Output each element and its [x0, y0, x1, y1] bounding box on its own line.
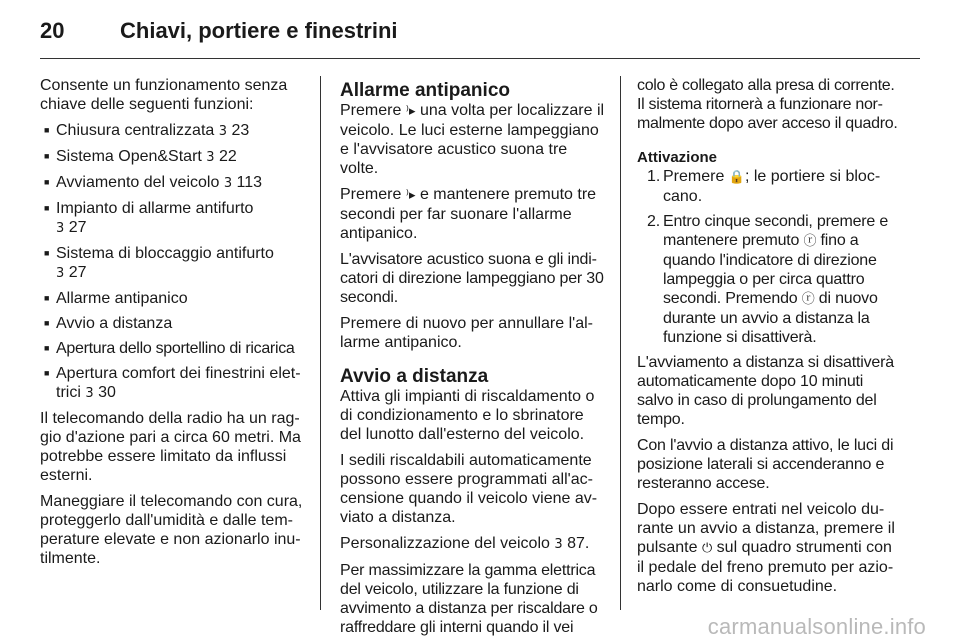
page-title: Chiavi, portiere e finestrini: [120, 18, 398, 43]
watermark: carmanualsonline.info: [707, 614, 926, 639]
ref-arrow-icon: 3: [218, 124, 228, 139]
list-item: ■ Sistema di bloccaggio antifurto 3 27: [40, 244, 306, 283]
ref-arrow-icon: 3: [56, 266, 65, 281]
ref-arrow-icon: 3: [56, 221, 65, 236]
list-item: ■ Sistema Open&Start 3 22: [40, 147, 306, 167]
list-item: ■ Allarme antipanico: [40, 289, 306, 308]
auto-off-paragraph: L'avviamento a distanza si disattiverà automaticamente dopo 10 minuti salvo in caso di prolungamento del tempo.: [637, 354, 894, 428]
remote-start-paragraph-2: I sedili riscaldabili automaticamente possono essere programmati all'accensione quando il veicolo viene avviato a distanza.: [340, 452, 598, 526]
function-list: [40, 121, 306, 403]
ref-arrow-icon: 3: [223, 176, 233, 191]
remote-start-paragraph-3: Personalizzazione del veicolo 3 87.: [340, 535, 590, 552]
list-item: 2. Entro cinque secondi, premere e mantenere premuto ⓡ fino a quando l'indicatore di direzione lampeggia o per circa quattro secondi. Premendo ⓡ di nuovo durante un avvio a distanza la funzione si disattiverà.: [647, 213, 889, 346]
ref-arrow-icon: 3: [85, 386, 94, 401]
list-item: ■ Chiusura centralizzata 3 23: [40, 121, 306, 141]
column-divider-left: [320, 76, 321, 610]
list-item: 1. Premere 🔒; le portiere si bloccano.: [647, 168, 881, 205]
remote-start-icon: ⓡ: [801, 292, 815, 307]
side-lights-paragraph: Con l'avvio a distanza attivo, le luci di posizione laterali si accenderanno e resteranno accese.: [637, 437, 894, 492]
list-item: ■ Apertura comfort dei finestrini elettrici 3 30: [40, 364, 306, 403]
activation-steps: [637, 167, 903, 347]
ref-arrow-icon: 3: [554, 537, 563, 552]
care-paragraph: Maneggiare il telecomando con cura, proteggerlo dall'umidità e dalle temperature elevate e non azionarlo inutilmente.: [40, 493, 303, 567]
intro-text: Consente un funzionamento senza chiave delle seguenti funzioni:: [40, 77, 288, 113]
column-1: [40, 76, 306, 575]
column-3: [637, 76, 903, 603]
panic-paragraph-4: Premere di nuovo per annullare l'allarme antipanico.: [340, 315, 593, 351]
column-2: [340, 76, 606, 644]
page-number: 20: [40, 18, 65, 43]
panic-paragraph-1: Premere ⁾▸ una volta per localizzare il veicolo. Le luci esterne lampeggiano e l'avvisatore acustico suona tre volte.: [340, 102, 605, 177]
heading-activation: Attivazione: [637, 149, 718, 166]
panic-button-icon: ⁾▸: [405, 104, 416, 119]
header-rule: [40, 58, 920, 59]
panic-paragraph-2: Premere ⁾▸ e mantenere premuto tre secondi per far suonare l'allarme antipanico.: [340, 186, 597, 242]
panic-paragraph-3: L'avvisatore acustico suona e gli indicatori di direzione lampeggiano per 30 secondi.: [340, 251, 604, 306]
heading-panic-alarm: Allarme antipanico: [340, 80, 510, 101]
list-item: ■ Avvio a distanza: [40, 314, 306, 333]
range-paragraph: Il telecomando della radio ha un raggio d'azione pari a circa 60 metri. Ma potrebbe essere limitato da influssi esterni.: [40, 410, 301, 484]
column-divider-right: [620, 76, 621, 610]
list-item: ■ Apertura dello sportellino di ricarica: [40, 339, 306, 358]
enter-vehicle-paragraph: Dopo essere entrati nel veicolo durante un avvio a distanza, premere il pulsante ⏻ sul quadro strumenti con il pedale del freno premuto per azionarlo come di consuetudine.: [637, 501, 895, 595]
list-item: ■ Avviamento del veicolo 3 113: [40, 173, 306, 193]
remote-start-paragraph-4: Per massimizzare la gamma elettrica del veicolo, utilizzare la funzione di avvimento a distanza per riscaldare o raffreddare gli interni quando il vei: [340, 562, 598, 636]
remote-start-icon: ⓡ: [803, 234, 817, 249]
lock-icon: 🔒: [728, 170, 745, 185]
remote-start-paragraph-1: Attiva gli impianti di riscaldamento o di condizionamento e lo sbrinatore del lunotto dall'esterno del veicolo.: [340, 388, 595, 443]
heading-remote-start: Avvio a distanza: [340, 366, 489, 387]
panic-button-icon: ⁾▸: [405, 188, 416, 203]
list-item: ■ Impianto di allarme antifurto 3 27: [40, 199, 306, 238]
continuation-paragraph: colo è collegato alla presa di corrente. Il sistema ritornerà a funzionare normalmente dopo aver acceso il quadro.: [637, 77, 898, 132]
power-button-icon: ⏻: [701, 541, 713, 556]
ref-arrow-icon: 3: [206, 150, 215, 165]
